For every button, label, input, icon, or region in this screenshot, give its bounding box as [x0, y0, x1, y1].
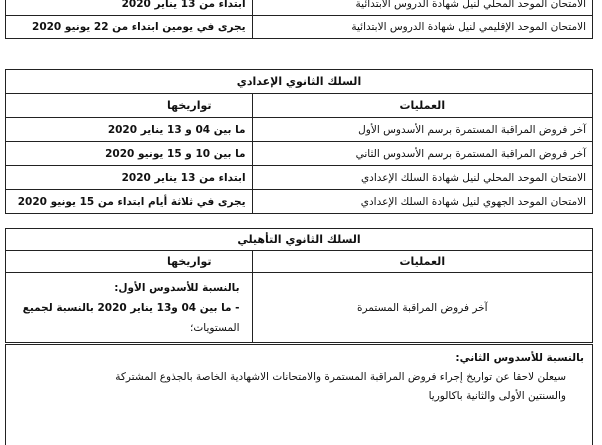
table-row — [6, 142, 593, 166]
section-title: السلك الثانوي الإعدادي — [6, 70, 593, 94]
column-header-dates: تواريخها — [6, 94, 253, 118]
date-cell — [6, 273, 253, 343]
semester1-title: بالنسبة للأسدوس الأول: — [114, 281, 240, 294]
date-cell: ما بين 04 و 13 يناير 2020 — [6, 118, 253, 142]
header-row — [6, 94, 593, 118]
table-row — [6, 118, 593, 142]
semester1-block — [12, 278, 246, 338]
table-row — [6, 0, 593, 16]
operation-cell: آخر فروض المراقبة المستمرة برسم الأسدوس الأول — [252, 118, 592, 142]
semester1-line1: - ما بين 04 و13 يناير 2020 بالنسبة لجميع — [22, 301, 240, 314]
header-row — [6, 251, 593, 273]
date-cell: ابتداء من 13 يناير 2020 — [6, 0, 253, 16]
semester2-note — [5, 344, 593, 445]
date-cell: يجرى في ثلاثة أيام ابتداء من 15 يونيو 2020 — [6, 190, 253, 214]
primary-exams-table — [5, 0, 593, 39]
middle-school-table — [5, 69, 593, 214]
section-title-row — [6, 70, 593, 94]
date-cell: يجرى في يومين ابتداء من 22 يونيو 2020 — [6, 16, 253, 39]
operation-cell: الامتحان الموحد المحلي لنيل شهادة الدروس الابتدائية — [252, 0, 592, 16]
table-row — [6, 166, 593, 190]
date-cell: ما بين 10 و 15 يونيو 2020 — [6, 142, 253, 166]
semester2-line2: والسنتين الأولى والثانية باكالوريا — [428, 390, 566, 402]
column-header-operations: العمليات — [252, 94, 592, 118]
table-row — [6, 190, 593, 214]
operation-cell: الامتحان الموحد المحلي لنيل شهادة السلك الإعدادي — [252, 166, 592, 190]
section-title: السلك الثانوي التأهيلي — [6, 229, 593, 251]
column-header-dates: تواريخها — [6, 251, 253, 273]
semester2-title: بالنسبة للأسدوس الثاني: — [455, 352, 584, 364]
semester2-line1: سيعلن لاحقا عن تواريخ إجراء فروض المراقبة المستمرة والامتحانات الاشهادية الخاصة بالجذوع المشتركة — [115, 371, 566, 383]
section-title-row — [6, 229, 593, 251]
table-row — [6, 16, 593, 39]
operation-cell: الامتحان الموحد الجهوي لنيل شهادة السلك الإعدادي — [252, 190, 592, 214]
high-school-table — [5, 228, 593, 343]
semester1-line2: المستويات؛ — [190, 321, 240, 334]
table-row — [6, 273, 593, 343]
operation-cell: الامتحان الموحد الإقليمي لنيل شهادة الدروس الابتدائية — [252, 16, 592, 39]
operation-cell: آخر فروض المراقبة المستمرة — [252, 273, 592, 343]
operation-cell: آخر فروض المراقبة المستمرة برسم الأسدوس الثاني — [252, 142, 592, 166]
date-cell: ابتداء من 13 يناير 2020 — [6, 166, 253, 190]
column-header-operations: العمليات — [252, 251, 592, 273]
